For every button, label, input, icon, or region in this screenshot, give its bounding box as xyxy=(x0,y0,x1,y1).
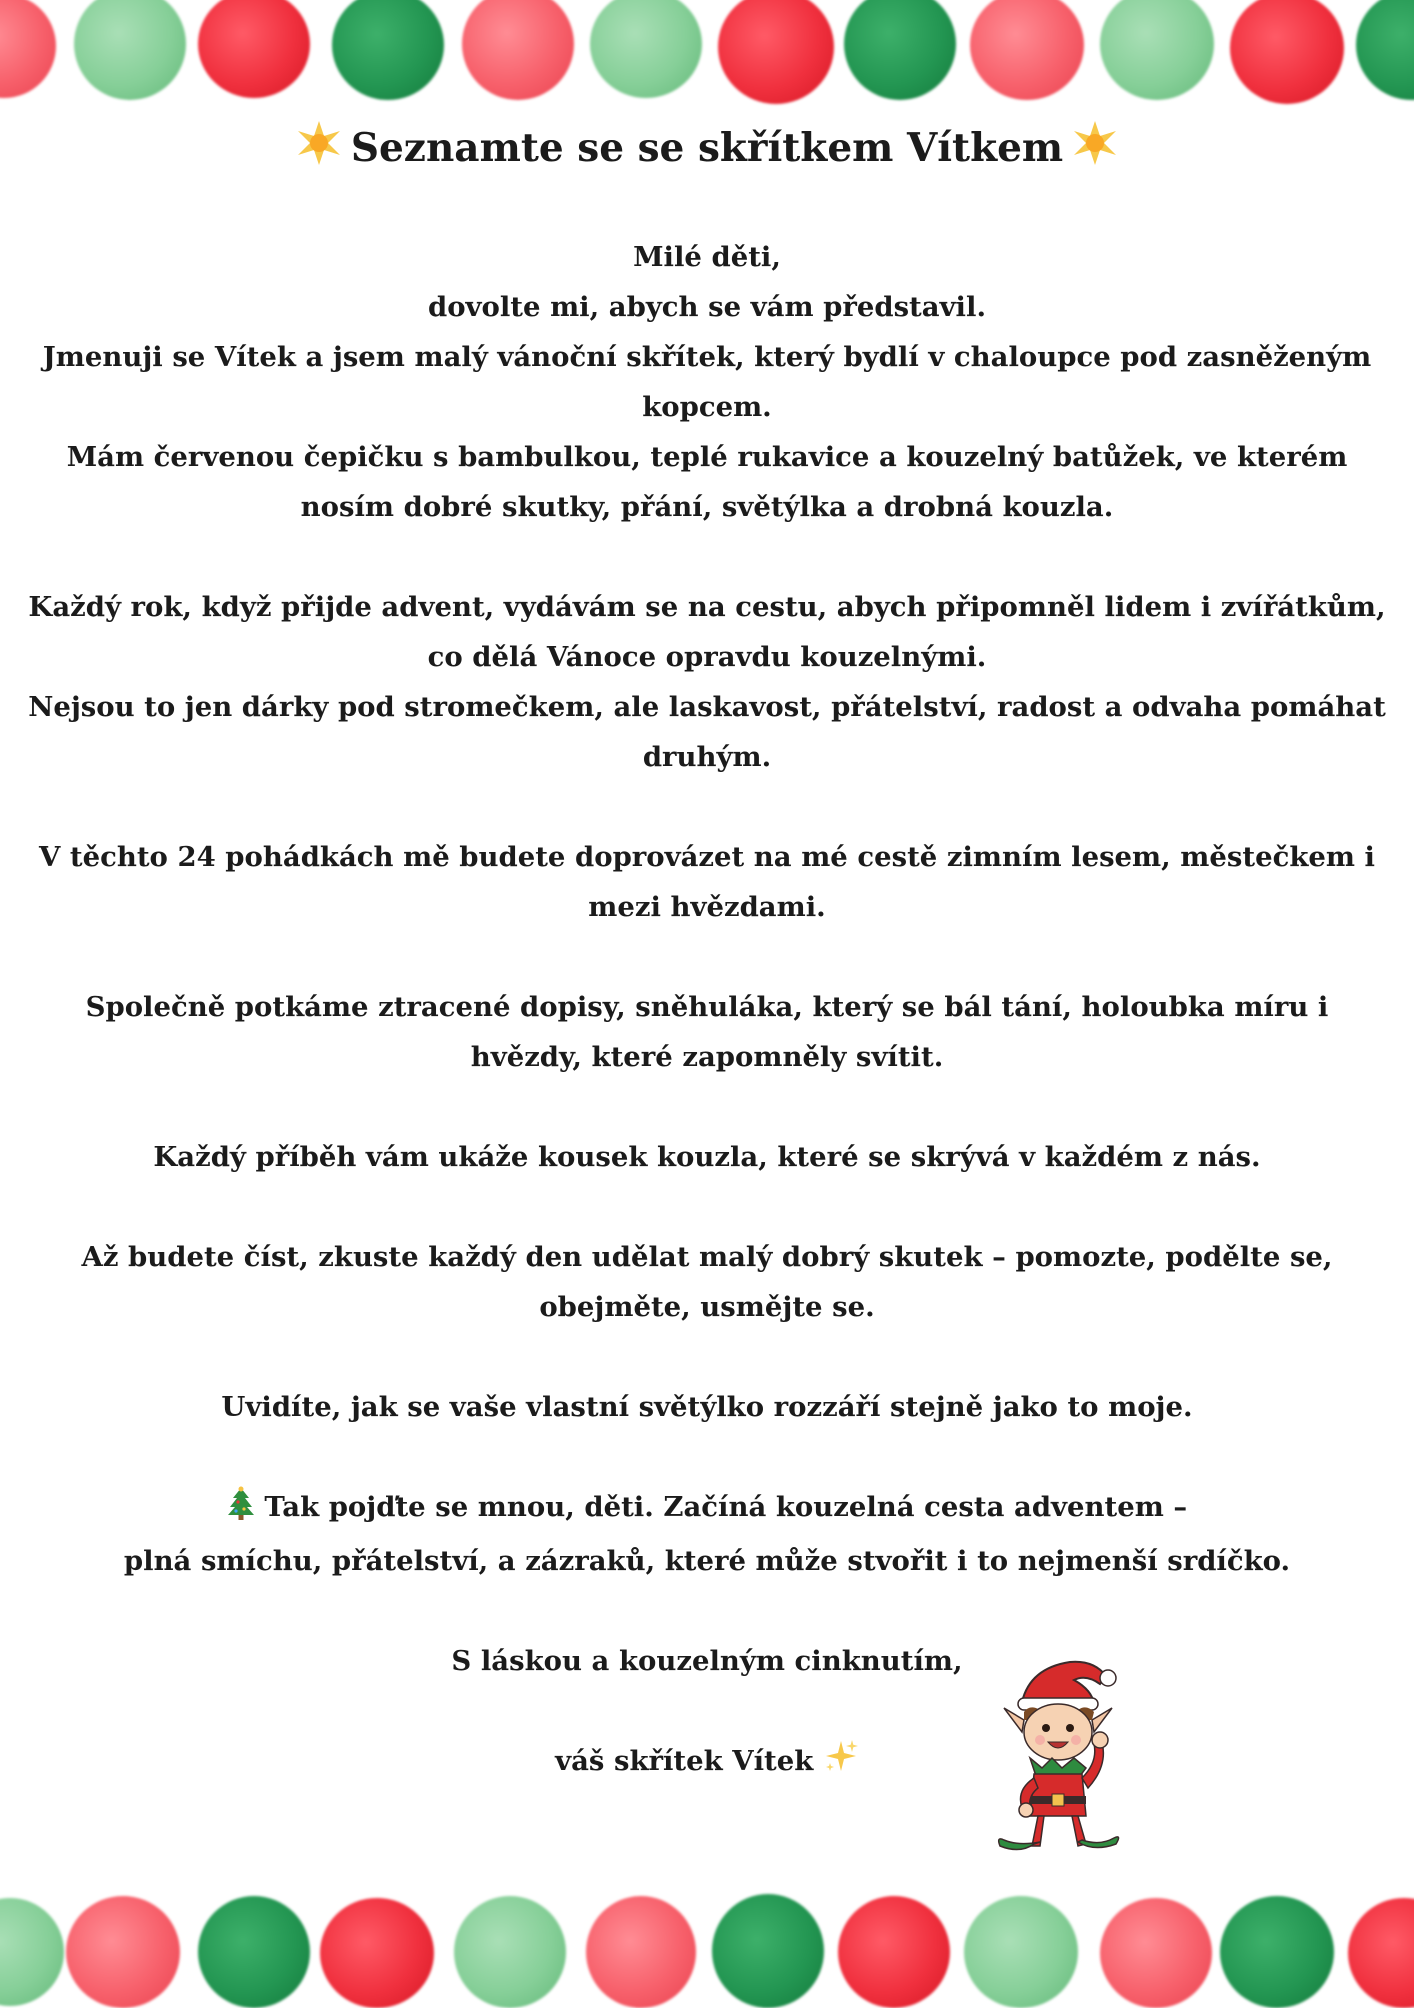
invitation-line xyxy=(28,1482,1386,1536)
closing-line: S láskou a kouzelným cinknutím, xyxy=(451,1645,963,1677)
intro-line: dovolte mi, abych se vám představil. xyxy=(427,291,987,323)
sparkles-icon xyxy=(823,1738,859,1790)
title-text: Seznamte se se skřítkem Vítkem xyxy=(350,125,1064,171)
border-dot xyxy=(454,1896,566,2008)
invitation-text: Tak pojďte se mnou, děti. Začíná kouzelná cesta adventem – xyxy=(264,1491,1188,1523)
advent-paragraph xyxy=(28,582,1386,782)
letter-body xyxy=(28,232,1386,1790)
border-dot xyxy=(462,0,574,100)
border-dot xyxy=(1100,1898,1212,2008)
border-dot xyxy=(320,1898,434,2008)
border-dot xyxy=(0,0,56,98)
border-dot xyxy=(1230,0,1344,104)
border-dot xyxy=(838,1896,950,2008)
elf-illustration xyxy=(982,1640,1132,1870)
paragraph-line: Nejsou to jen dárky pod stromečkem, ale laskavost, přátelství, radost a odvaha pomáhat druhým. xyxy=(28,691,1386,773)
border-dot xyxy=(1348,1898,1414,2008)
border-dot xyxy=(712,1894,824,2008)
border-dot xyxy=(332,0,444,100)
invitation-paragraph xyxy=(28,1482,1386,1586)
signature-line xyxy=(28,1736,1386,1790)
border-dot xyxy=(0,1898,64,2006)
invitation-line: plná smíchu, přátelství, a zázraků, které může stvořit i to nejmenší srdíčko. xyxy=(123,1545,1291,1577)
border-dot xyxy=(198,0,310,98)
star-icon xyxy=(295,119,343,184)
border-dot xyxy=(198,1896,310,2008)
paragraph-line: Každý rok, když přijde advent, vydávám se na cestu, abych připomněl lidem i zvířátkům, co dělá Vánoce opravdu kouzelnými. xyxy=(28,591,1386,673)
page-title xyxy=(0,118,1414,184)
border-dot xyxy=(964,1896,1078,2008)
border-dot xyxy=(66,1896,180,2008)
magic-paragraph: Každý příběh vám ukáže kousek kouzla, které se skrývá v každém z nás. xyxy=(153,1141,1261,1173)
bottom-dot-border xyxy=(0,1880,1414,2000)
border-dot xyxy=(844,0,956,100)
border-dot xyxy=(1100,0,1214,100)
intro-line: Jmenuji se Vítek a jsem malý vánoční skřítek, který bydlí v chaloupce pod zasněženým kopcem. xyxy=(42,341,1372,423)
stories-paragraph: V těchto 24 pohádkách mě budete doprovázet na mé cestě zimním lesem, městečkem i mezi hvězdami. xyxy=(39,841,1375,923)
signature: váš skřítek Vítek xyxy=(555,1745,814,1777)
border-dot xyxy=(586,1896,696,2008)
top-dot-border xyxy=(0,0,1414,100)
border-dot xyxy=(1356,0,1414,100)
good-deed-paragraph: Až budete číst, zkuste každý den udělat malý dobrý skutek – pomozte, podělte se, obejměte, usmějte se. xyxy=(81,1241,1333,1323)
border-dot xyxy=(970,0,1084,100)
intro-line: Mám červenou čepičku s bambulkou, teplé rukavice a kouzelný batůžek, ve kterém nosím dobré skutky, přání, světýlka a drobná kouzla. xyxy=(66,441,1348,523)
star-icon xyxy=(1071,119,1119,184)
characters-paragraph: Společně potkáme ztracené dopisy, sněhuláka, který se bál tání, holoubka míru i hvězdy, které zapomněly svítit. xyxy=(85,991,1329,1073)
christmas-tree-icon xyxy=(227,1486,255,1536)
border-dot xyxy=(74,0,186,100)
greeting: Milé děti, xyxy=(633,241,781,273)
intro-paragraph xyxy=(28,232,1386,532)
border-dot xyxy=(590,0,702,98)
light-paragraph: Uvidíte, jak se vaše vlastní světýlko rozzáří stejně jako to moje. xyxy=(221,1391,1193,1423)
border-dot xyxy=(718,0,834,104)
border-dot xyxy=(1220,1896,1334,2008)
